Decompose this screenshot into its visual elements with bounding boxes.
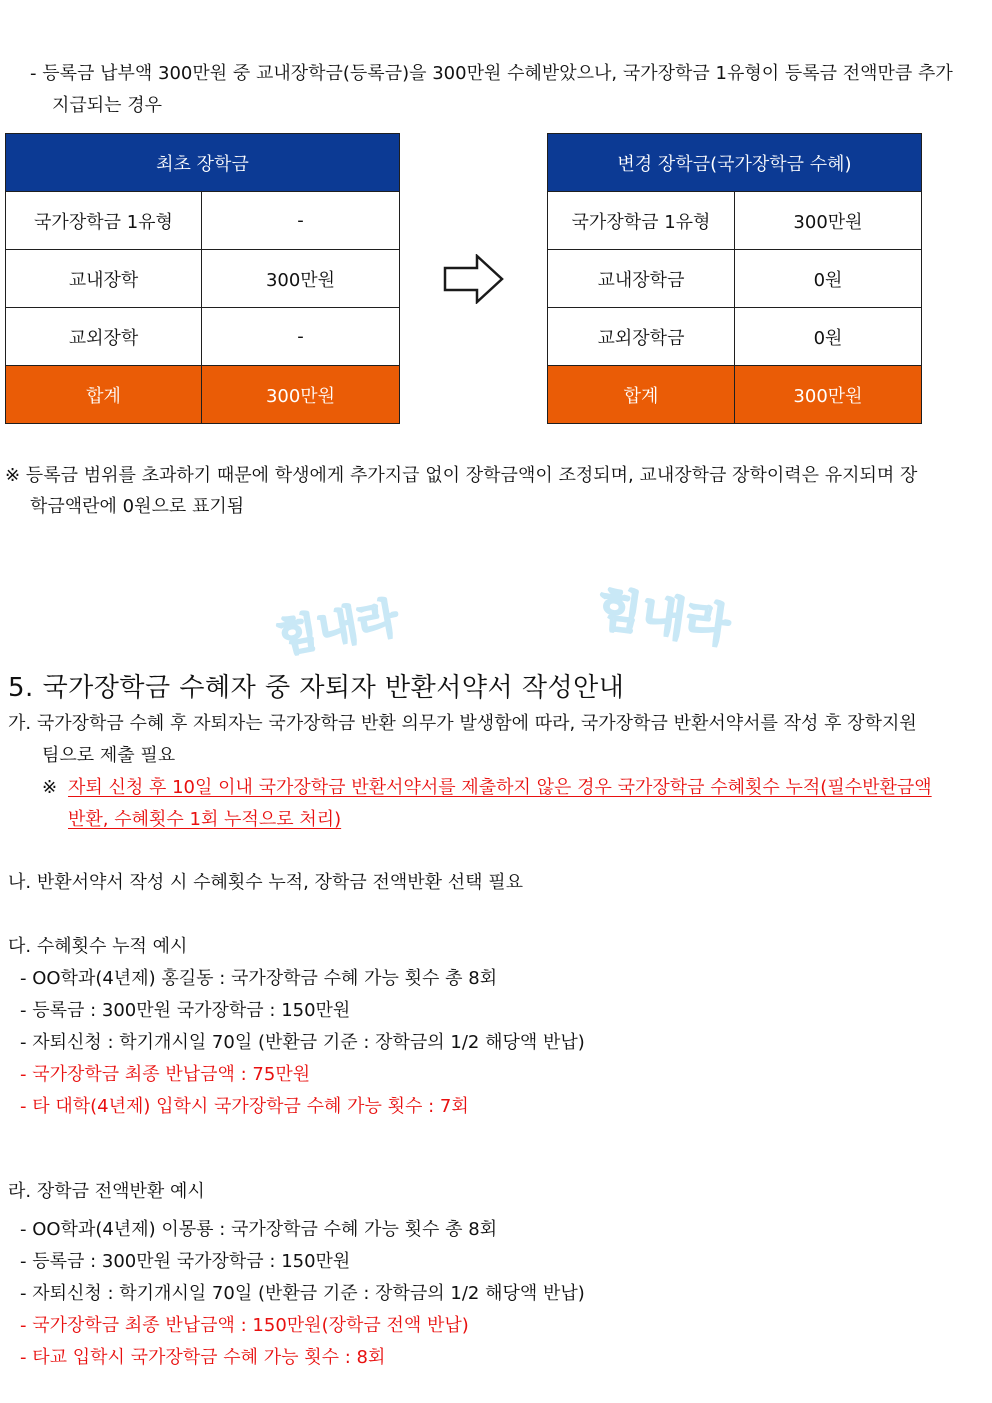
row-value: - (202, 192, 400, 250)
section-title: 5. 국가장학금 수혜자 중 자퇴자 반환서약서 작성안내 (8, 673, 625, 703)
watermark-text: 힘내라 (273, 592, 402, 663)
list-item: - 등록금 : 300만원 국가장학금 : 150만원 (20, 1251, 351, 1272)
table-row (548, 192, 922, 250)
intro-line-2: 지급되는 경우 (52, 95, 163, 116)
table-header: 최초 장학금 (6, 134, 400, 192)
da-title: 다. 수혜횟수 누적 예시 (8, 936, 188, 957)
watermark-stamp (248, 590, 428, 670)
table-header: 변경 장학금(국가장학금 수혜) (548, 134, 922, 192)
total-row (548, 366, 922, 424)
table-row (548, 250, 922, 308)
warning-line-1: 자퇴 신청 후 10일 이내 국가장학금 반환서약서를 제출하지 않은 경우 국가장학금 수혜횟수 누적(필수반환금액 (68, 777, 932, 798)
row-label: 국가장학금 1유형 (6, 192, 202, 250)
list-item: - 등록금 : 300만원 국가장학금 : 150만원 (20, 1000, 351, 1021)
total-label: 합계 (6, 366, 202, 424)
list-item-highlight: - 국가장학금 최종 반납금액 : 150만원(장학금 전액 반납) (20, 1315, 469, 1336)
list-item-highlight: - 국가장학금 최종 반납금액 : 75만원 (20, 1064, 311, 1085)
right-arrow-icon (443, 254, 505, 304)
intro-line-1: - 등록금 납부액 300만원 중 교내장학금(등록금)을 300만원 수혜받았으나, 국가장학금 1유형이 등록금 전액만큼 추가 (30, 63, 953, 84)
row-value: 300만원 (735, 192, 922, 250)
warning-mark: ※ (42, 777, 58, 798)
na-line: 나. 반환서약서 작성 시 수혜횟수 누적, 장학금 전액반환 선택 필요 (8, 872, 524, 893)
note-line-1: ※ 등록금 범위를 초과하기 때문에 학생에게 추가지급 없이 장학금액이 조정되며, 교내장학금 장학이력은 유지되며 장 (5, 465, 918, 486)
row-label: 교외장학 (6, 308, 202, 366)
ga-line-2: 팀으로 제출 필요 (42, 745, 176, 766)
list-item: - OO학과(4년제) 홍길동 : 국가장학금 수혜 가능 횟수 총 8회 (20, 968, 498, 989)
row-label: 교내장학 (6, 250, 202, 308)
ga-line-1: 가. 국가장학금 수혜 후 자퇴자는 국가장학금 반환 의무가 발생함에 따라, 국가장학금 반환서약서를 작성 후 장학지원 (8, 713, 917, 734)
total-label: 합계 (548, 366, 735, 424)
row-label: 국가장학금 1유형 (548, 192, 735, 250)
row-value: - (202, 308, 400, 366)
total-value: 300만원 (735, 366, 922, 424)
total-value: 300만원 (202, 366, 400, 424)
table-row (6, 192, 400, 250)
table-row (548, 308, 922, 366)
ra-title: 라. 장학금 전액반환 예시 (8, 1181, 205, 1202)
table-row (6, 308, 400, 366)
table-row (6, 250, 400, 308)
initial-scholarship-table (5, 133, 400, 424)
list-item-highlight: - 타 대학(4년제) 입학시 국가장학금 수혜 가능 횟수 : 7회 (20, 1096, 469, 1117)
row-value: 0원 (735, 308, 922, 366)
watermark-stamp (568, 575, 758, 665)
row-label: 교내장학금 (548, 250, 735, 308)
watermark-text: 힘내라 (593, 581, 734, 654)
note-line-2: 학금액란에 0원으로 표기됨 (30, 496, 245, 517)
row-value: 0원 (735, 250, 922, 308)
changed-scholarship-table (547, 133, 922, 424)
row-value: 300만원 (202, 250, 400, 308)
list-item: - 자퇴신청 : 학기개시일 70일 (반환금 기준 : 장학금의 1/2 해당액 반납) (20, 1283, 585, 1304)
total-row (6, 366, 400, 424)
list-item: - OO학과(4년제) 이몽룡 : 국가장학금 수혜 가능 횟수 총 8회 (20, 1219, 498, 1240)
list-item: - 자퇴신청 : 학기개시일 70일 (반환금 기준 : 장학금의 1/2 해당액 반납) (20, 1032, 585, 1053)
list-item-highlight: - 타교 입학시 국가장학금 수혜 가능 횟수 : 8회 (20, 1347, 386, 1368)
row-label: 교외장학금 (548, 308, 735, 366)
warning-line-2: 반환, 수혜횟수 1회 누적으로 처리) (68, 809, 342, 830)
